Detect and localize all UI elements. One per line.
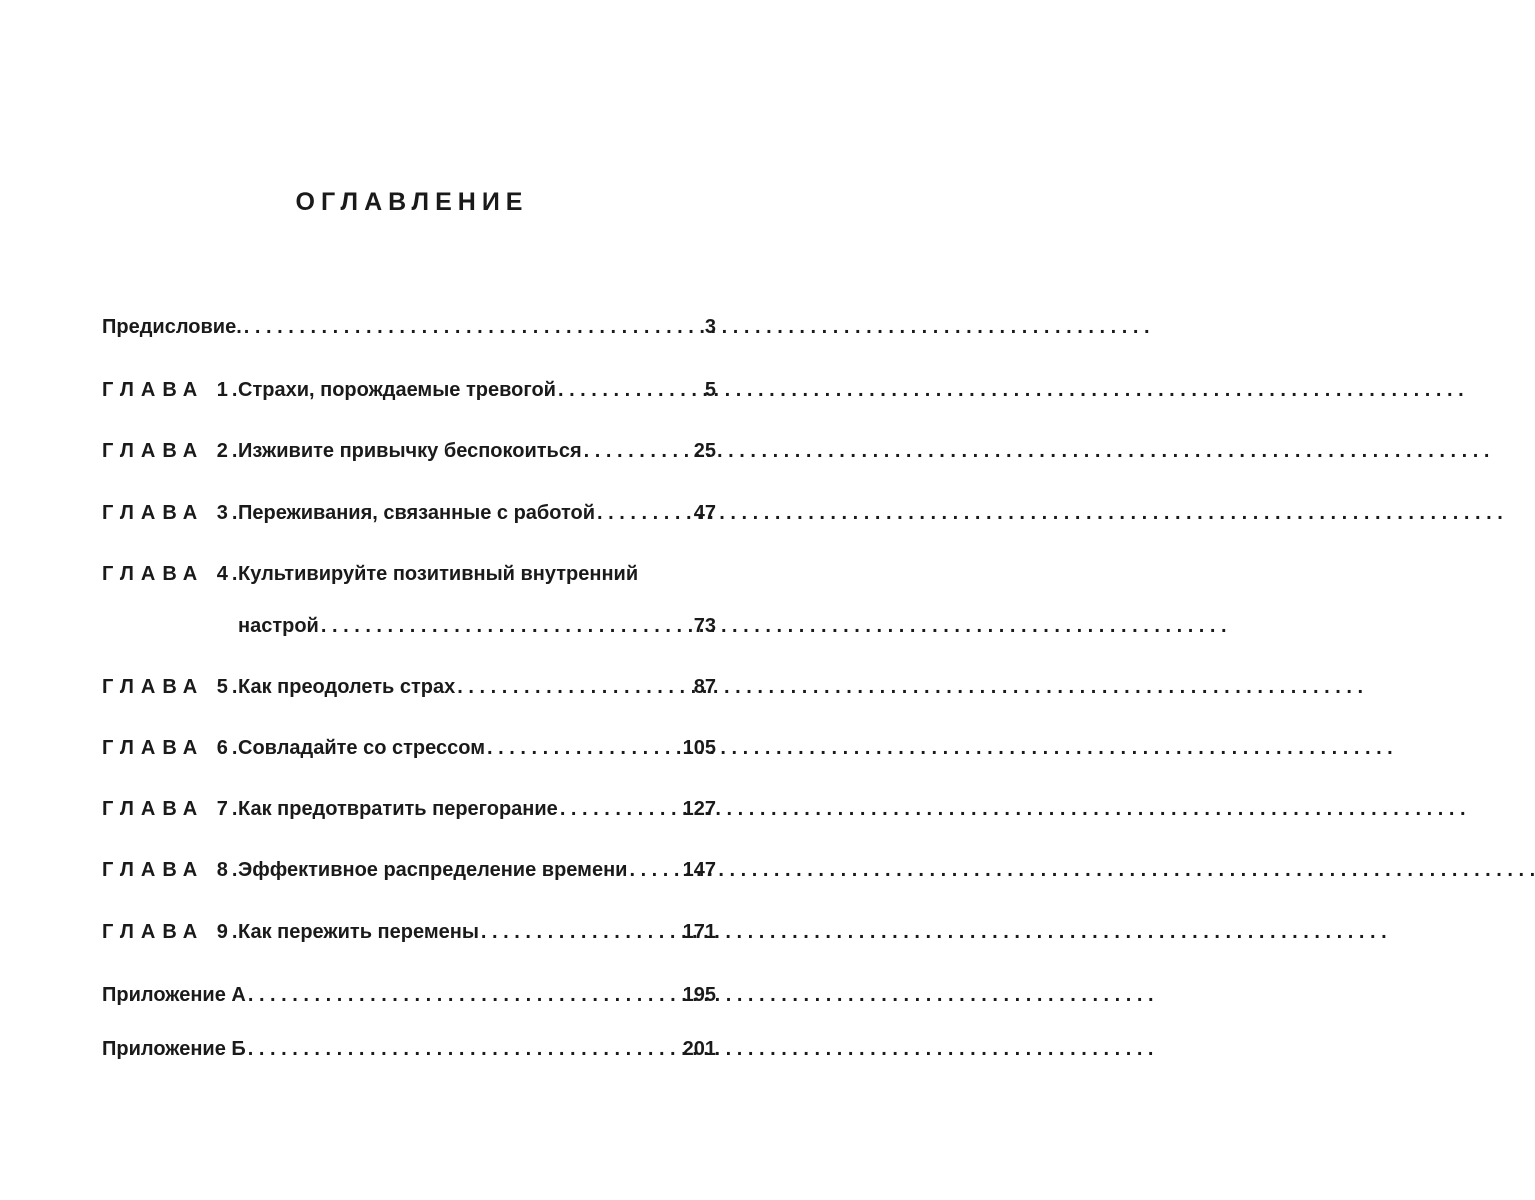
entry-title-continued: настрой [238,615,319,637]
entry-title: Как пережить перемены [238,921,479,943]
chapter-word: ГЛАВА [102,737,205,759]
dot-leader [248,1038,677,1061]
dot-leader [244,316,699,339]
chapter-label [102,859,242,882]
chapter-number: 8. [216,859,242,881]
chapter-number: 2. [216,440,242,462]
toc-entry-appendix-a[interactable] [102,984,716,1014]
chapter-label [102,563,242,586]
toc-entry-appendix-b[interactable] [102,1038,716,1068]
entry-page: 201 [682,1038,716,1060]
chapter-label [102,737,242,760]
entry-page: 147 [682,859,716,881]
toc-entry-chapter-1[interactable] [102,379,716,409]
chapter-number: 1. [216,379,242,401]
page-title: ОГЛАВЛЕНИЕ [295,188,529,216]
toc-entry-chapter-4[interactable] [102,563,716,593]
chapter-label [102,502,242,525]
entry-page: 5 [704,379,716,401]
dot-leader [629,859,676,882]
toc-entry-chapter-2[interactable] [102,440,716,470]
dot-leader [584,440,688,463]
dot-leader [487,737,677,760]
toc-entry-chapter-4-continued[interactable] [102,615,716,645]
entry-title: Приложение А [102,984,246,1006]
dot-leader [597,502,688,525]
dot-leader [560,798,677,821]
chapter-number: 4. [216,563,242,585]
toc-entry-chapter-8[interactable] [102,859,716,889]
chapter-label [102,440,242,463]
entry-title: Как предотвратить перегорание [238,798,558,820]
dot-leader [321,615,688,638]
chapter-word: ГЛАВА [102,502,205,524]
chapter-number: 5. [216,676,242,698]
entry-page: 47 [693,502,716,524]
toc-entry-chapter-3[interactable] [102,502,716,532]
chapter-word: ГЛАВА [102,798,205,820]
entry-title: Предисловие. [102,316,242,338]
entry-title: Переживания, связанные с работой [238,502,596,524]
entry-title: Изживите привычку беспокоиться [238,440,582,462]
dot-leader [481,921,677,944]
chapter-label [102,676,242,699]
entry-title: Как преодолеть страх [238,676,456,698]
chapter-number: 9. [216,921,242,943]
chapter-label [102,798,242,821]
entry-page: 3 [704,316,716,338]
entry-page: 105 [682,737,716,759]
chapter-number: 3. [216,502,242,524]
chapter-word: ГЛАВА [102,859,205,881]
entry-page: 171 [682,921,716,943]
toc-entry-preface[interactable] [102,316,716,346]
entry-title: Совладайте со стрессом [238,737,485,759]
toc-entry-chapter-9[interactable] [102,921,716,951]
entry-title: Культивируйте позитивный внутренний [238,563,639,585]
chapter-word: ГЛАВА [102,379,205,401]
chapter-word: ГЛАВА [102,440,205,462]
chapter-word: ГЛАВА [102,676,205,698]
entry-title: Страхи, порождаемые тревогой [238,379,556,401]
dot-leader [248,984,677,1007]
entry-title: Эффективное распределение времени [238,859,628,881]
dot-leader [558,379,699,402]
toc-entry-chapter-7[interactable] [102,798,716,828]
entry-page: 127 [682,798,716,820]
toc-entry-chapter-6[interactable] [102,737,716,767]
entry-page: 195 [682,984,716,1006]
chapter-label [102,921,242,944]
entry-page: 87 [693,676,716,698]
chapter-word: ГЛАВА [102,921,205,943]
entry-title: Приложение Б [102,1038,246,1060]
entry-page: 25 [693,440,716,462]
chapter-word: ГЛАВА [102,563,205,585]
chapter-number: 7. [216,798,242,820]
toc-entry-chapter-5[interactable] [102,676,716,706]
dot-leader [457,676,687,699]
chapter-label [102,379,242,402]
entry-page: 73 [693,615,716,637]
chapter-number: 6. [216,737,242,759]
